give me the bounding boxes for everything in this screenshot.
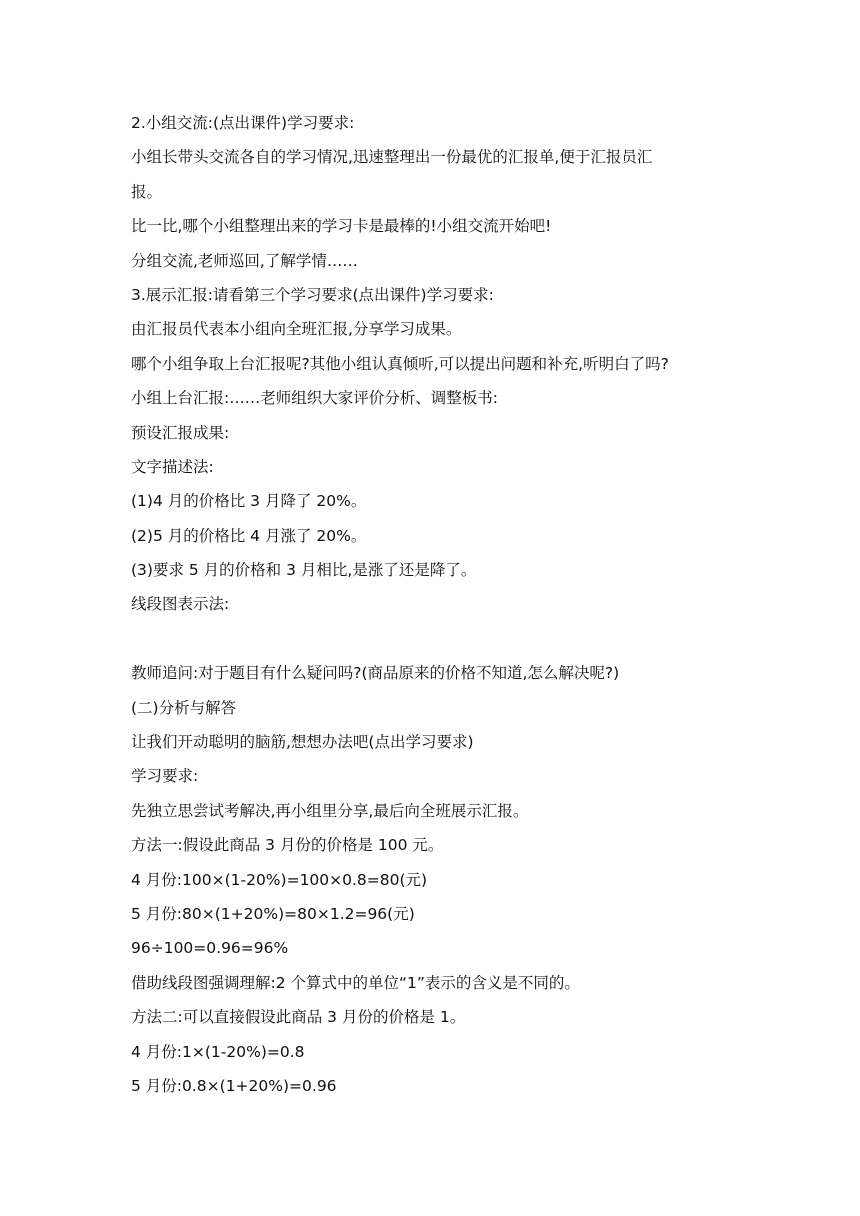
text-line: (二)分析与解答 bbox=[131, 698, 237, 717]
text-line: 让我们开动聪明的脑筋,想想办法吧(点出学习要求) bbox=[131, 733, 474, 752]
text-line: 分组交流,老师巡回,了解学情…… bbox=[131, 251, 358, 270]
text-line: 学习要求: bbox=[131, 767, 199, 786]
text-line: 3.展示汇报:请看第三个学习要求(点出课件)学习要求: bbox=[131, 285, 494, 304]
text-line: 文字描述法: bbox=[131, 457, 214, 476]
text-line: 先独立思尝试考解决,再小组里分享,最后向全班展示汇报。 bbox=[131, 801, 529, 820]
text-line: 报。 bbox=[131, 182, 163, 201]
text-line: 方法一:假设此商品 3 月份的价格是 100 元。 bbox=[131, 836, 444, 855]
text-line: 比一比,哪个小组整理出来的学习卡是最棒的!小组交流开始吧! bbox=[131, 217, 552, 236]
blank-line bbox=[131, 622, 751, 656]
text-line: 借助线段图强调理解:2 个算式中的单位“1”表示的含义是不同的。 bbox=[131, 973, 580, 992]
text-line: 线段图表示法: bbox=[131, 595, 230, 614]
document-body bbox=[131, 106, 751, 1103]
text-line: (3)要求 5 月的价格和 3 月相比,是涨了还是降了。 bbox=[131, 561, 477, 580]
text-line: 哪个小组争取上台汇报呢?其他小组认真倾听,可以提出问题和补充,听明白了吗? bbox=[131, 354, 669, 373]
text-line: 小组长带头交流各自的学习情况,迅速整理出一份最优的汇报单,便于汇报员汇 bbox=[131, 148, 653, 167]
text-line: 预设汇报成果: bbox=[131, 423, 230, 442]
text-line: (1)4 月的价格比 3 月降了 20%。 bbox=[131, 492, 367, 511]
text-line: 方法二:可以直接假设此商品 3 月份的价格是 1。 bbox=[131, 1008, 466, 1027]
text-line: 2.小组交流:(点出课件)学习要求: bbox=[131, 114, 355, 132]
text-line: 教师追问:对于题目有什么疑问吗?(商品原来的价格不知道,怎么解决呢?) bbox=[131, 664, 620, 683]
text-line: 由汇报员代表本小组向全班汇报,分享学习成果。 bbox=[131, 320, 462, 339]
text-line: 96÷100=0.96=96% bbox=[131, 939, 289, 958]
text-line: 小组上台汇报:……老师组织大家评价分析、调整板书: bbox=[131, 389, 498, 408]
text-line: 4 月份:100×(1-20%)=100×0.8=80(元) bbox=[131, 870, 428, 889]
text-line: 5 月份:0.8×(1+20%)=0.96 bbox=[131, 1076, 337, 1095]
text-line: 4 月份:1×(1-20%)=0.8 bbox=[131, 1042, 305, 1061]
text-line: 5 月份:80×(1+20%)=80×1.2=96(元) bbox=[131, 904, 415, 923]
text-line: (2)5 月的价格比 4 月涨了 20%。 bbox=[131, 526, 367, 545]
